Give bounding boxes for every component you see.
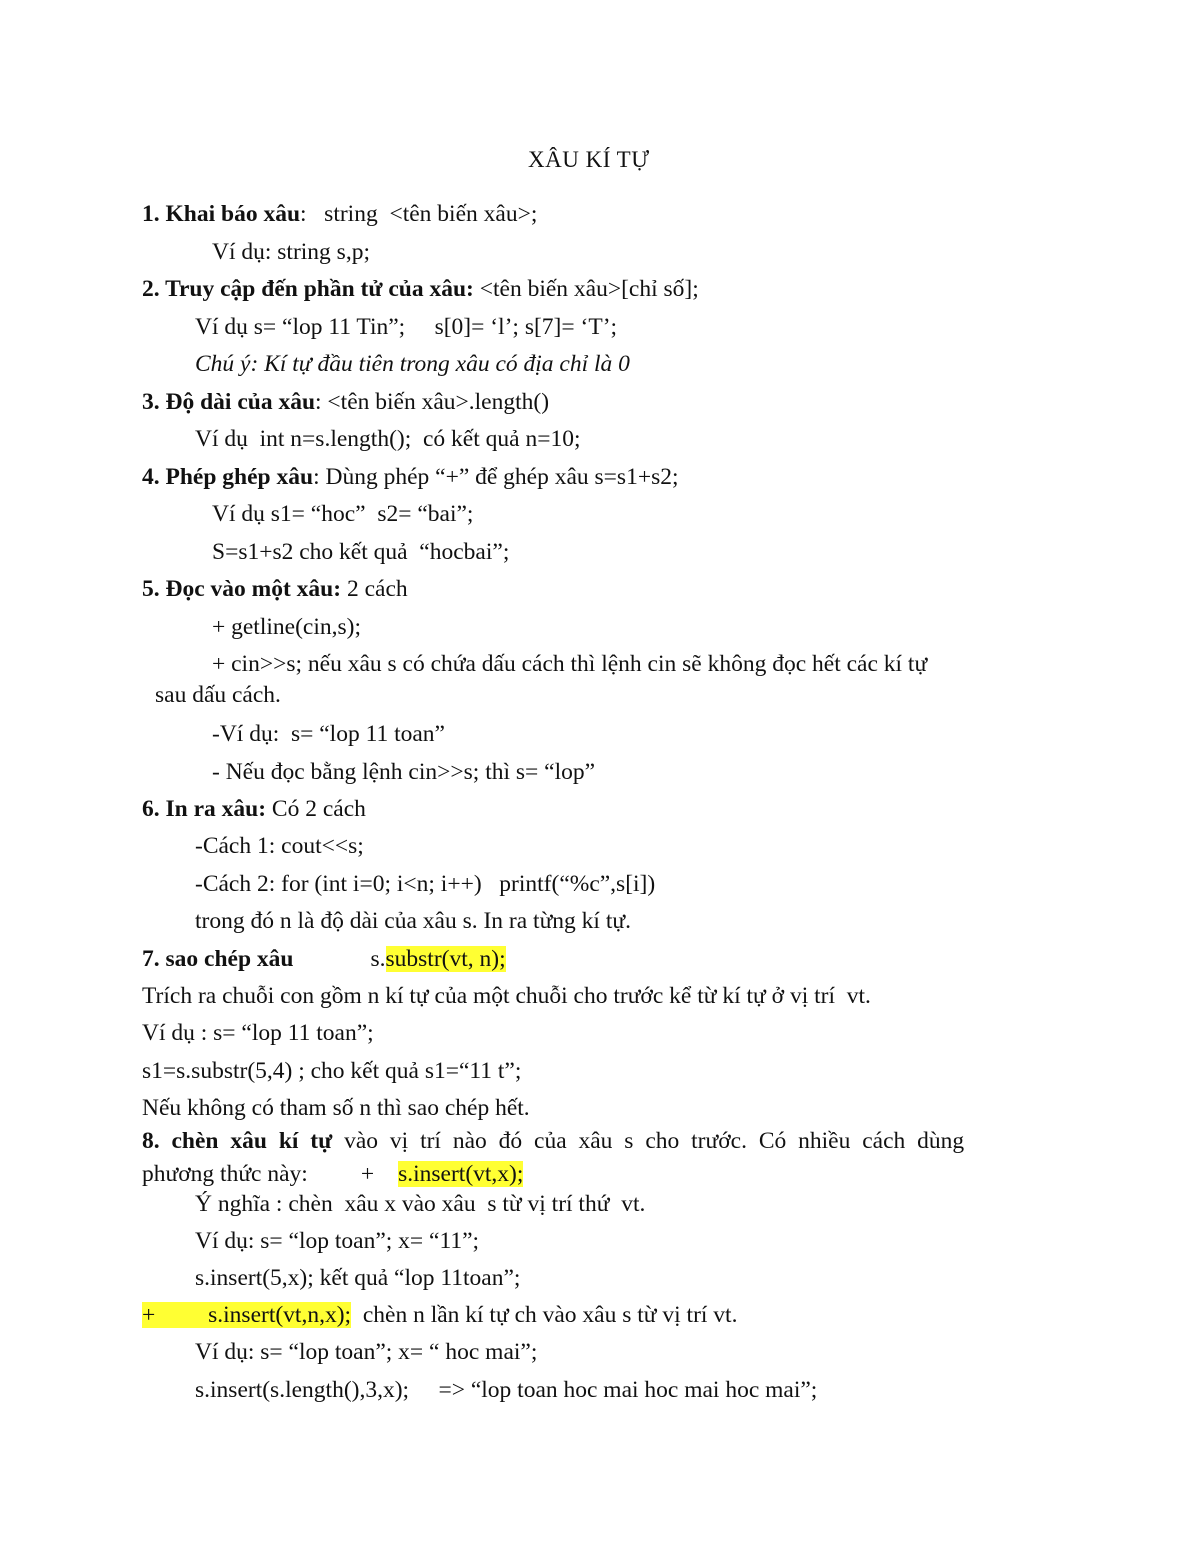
section-8-line-2: [142, 1159, 523, 1189]
section-2-syntax: <tên biến xâu>[chỉ số];: [473, 276, 699, 302]
section-8-line-2-text: phương thức này:: [142, 1161, 308, 1187]
section-5-heading: 5. Đọc vào một xâu:: [142, 576, 342, 602]
section-7-line: [142, 944, 506, 974]
section-4-heading: 4. Phép ghép xâu: [142, 464, 314, 490]
section-7-description: Trích ra chuỗi con gồm n kí tự của một chuỗi cho trước kể từ kí tự ở vị trí vt.: [142, 983, 871, 1009]
section-2-example: Ví dụ s= “lop 11 Tin”; s[0]= ‘l’; s[7]= ‘T’;: [195, 314, 618, 340]
section-6-count: Có 2 cách: [266, 796, 366, 822]
section-8-meaning: Ý nghĩa : chèn xâu x vào xâu s từ vị trí thứ vt.: [195, 1191, 646, 1217]
section-8-plus: +: [360, 1161, 375, 1187]
section-5-example-2: - Nếu đọc bằng lệnh cin>>s; thì s= “lop”: [212, 759, 596, 785]
section-3-syntax: : <tên biến xâu>.length(): [315, 389, 550, 415]
section-4-line: [142, 462, 679, 492]
section-8-example-4: s.insert(s.length(),3,x); => “lop toan hoc mai hoc mai hoc mai”;: [195, 1377, 818, 1403]
section-8-intro-text: vào vị trí nào đó của xâu s cho trước. Có nhiều cách dùng: [332, 1128, 965, 1154]
section-3-line: [142, 387, 549, 417]
section-7-note: Nếu không có tham số n thì sao chép hết.: [142, 1095, 530, 1121]
section-8-line-code-2: [142, 1300, 737, 1330]
section-8-example-3: Ví dụ: s= “lop toan”; x= “ hoc mai”;: [195, 1339, 538, 1365]
section-8-code-1-highlight: s.insert(vt,x);: [398, 1161, 524, 1187]
section-5-line: [142, 574, 408, 604]
section-1-heading: 1. Khai báo xâu: [142, 201, 301, 227]
section-8-code-2-description: chèn n lần kí tự ch vào xâu s từ vị trí vt.: [351, 1302, 738, 1328]
section-6-heading: 6. In ra xâu:: [142, 796, 267, 822]
section-8-example-2: s.insert(5,x); kết quả “lop 11toan”;: [195, 1265, 521, 1291]
section-5-count: 2 cách: [341, 576, 408, 602]
section-8-example-1: Ví dụ: s= “lop toan”; x= “11”;: [195, 1228, 480, 1254]
section-5-example-1: -Ví dụ: s= “lop 11 toan”: [212, 721, 445, 747]
section-7-code-highlight: substr(vt, n);: [385, 946, 506, 972]
section-3-heading: 3. Độ dài của xâu: [142, 389, 316, 415]
section-7-example-1: Ví dụ : s= “lop 11 toan”;: [142, 1020, 374, 1046]
section-2-heading: 2. Truy cập đến phần tử của xâu:: [142, 276, 474, 302]
section-3-example: Ví dụ int n=s.length(); có kết quả n=10;: [195, 426, 581, 452]
section-2-note: Chú ý: Kí tự đầu tiên trong xâu có địa chỉ là 0: [195, 351, 630, 377]
section-8-intro: [142, 1126, 1058, 1156]
section-1-syntax: : string <tên biến xâu>;: [300, 201, 538, 227]
section-4-description: : Dùng phép “+” để ghép xâu s=s1+s2;: [313, 464, 679, 490]
document-title: XÂU KÍ TỰ: [528, 147, 650, 172]
section-5-way-2: + cin>>s; nếu xâu s có chứa dấu cách thì lệnh cin sẽ không đọc hết các kí tự: [212, 651, 928, 677]
section-6-way-2: -Cách 2: for (int i=0; i<n; i++) printf(“%c”,s[i]): [195, 871, 656, 897]
section-1-line: [142, 199, 537, 229]
section-7-code-prefix: s.: [370, 946, 386, 972]
section-6-way-1: -Cách 1: cout<<s;: [195, 833, 364, 859]
section-6-line: [142, 794, 366, 824]
section-8-code-2-highlight: + s.insert(vt,n,x);: [142, 1302, 352, 1328]
section-4-example-2: S=s1+s2 cho kết quả “hocbai”;: [212, 539, 510, 565]
section-5-way-2-continued: sau dấu cách.: [155, 682, 281, 708]
section-6-explanation: trong đó n là độ dài của xâu s. In ra từng kí tự.: [195, 908, 631, 934]
section-7-heading: 7. sao chép xâu: [142, 946, 294, 972]
section-7-example-2: s1=s.substr(5,4) ; cho kết quả s1=“11 t”;: [142, 1058, 522, 1084]
section-4-example-1: Ví dụ s1= “hoc” s2= “bai”;: [212, 501, 474, 527]
section-2-line: [142, 274, 699, 304]
section-1-example: Ví dụ: string s,p;: [212, 239, 370, 265]
section-8-heading: 8. chèn xâu kí tự: [142, 1128, 333, 1154]
section-5-way-1: + getline(cin,s);: [212, 614, 361, 640]
